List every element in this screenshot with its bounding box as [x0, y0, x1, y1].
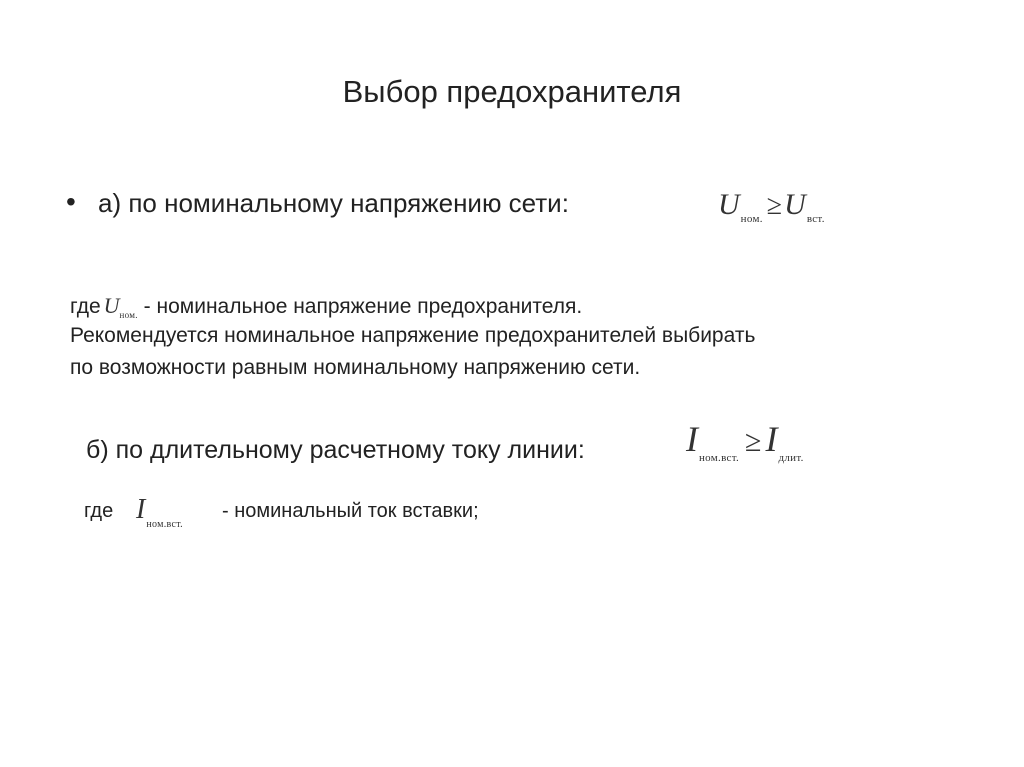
definition-b-text: - номинальный ток вставки; [222, 500, 479, 522]
formula-lhs-sub: ном.вст. [699, 452, 740, 464]
inline-sub: ном.вст. [146, 519, 183, 530]
inline-sub: ном. [119, 310, 138, 320]
inline-var: U [103, 293, 120, 318]
criterion-a-text: а) по номинальному напряжению сети: [98, 188, 569, 218]
definition-a-line1 [70, 293, 582, 319]
where-label: где [70, 295, 101, 318]
formula-rhs-var: I [765, 419, 778, 459]
formula-operator: ≥ [745, 425, 762, 458]
recommendation-line2: по возможности равным номинальному напряжению сети. [70, 356, 641, 379]
inline-current-symbol [136, 494, 183, 530]
formula-lhs-var: I [686, 419, 698, 459]
formula-rhs-var: U [784, 188, 806, 221]
formula-lhs-var: U [718, 188, 740, 221]
bullet-icon: • [66, 186, 76, 217]
voltage-formula [718, 188, 825, 225]
formula-rhs-sub: длит. [778, 452, 804, 464]
inline-var: I [136, 494, 146, 525]
criterion-b-text: б) по длительному расчетному току линии: [86, 436, 585, 464]
recommendation-line1: Рекомендуется номинальное напряжение предохранителей выбирать [70, 324, 756, 347]
formula-operator: ≥ [766, 190, 783, 221]
formula-rhs-sub: вст. [806, 213, 825, 225]
inline-voltage-symbol [104, 293, 138, 318]
where-label: где [84, 500, 114, 522]
current-formula [686, 418, 804, 464]
formula-lhs-sub: ном. [740, 213, 763, 225]
definition-a-text: - номинальное напряжение предохранителя. [137, 295, 583, 318]
slide-title: Выбор предохранителя [342, 74, 682, 109]
